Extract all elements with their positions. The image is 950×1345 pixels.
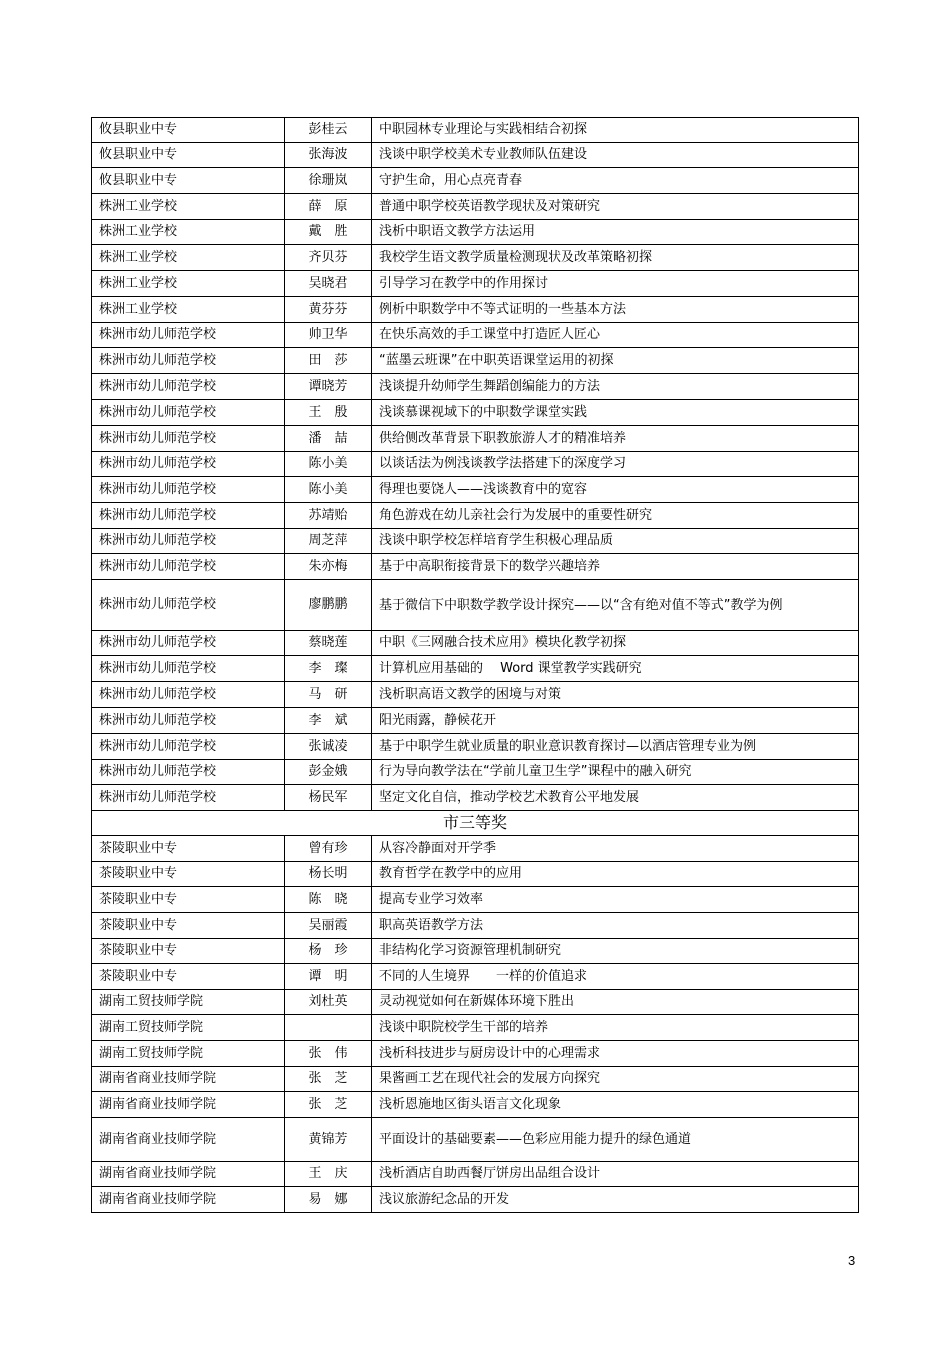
school-cell: 株洲市幼儿师范学校 <box>92 503 285 529</box>
school-cell: 湖南省商业技师学院 <box>92 1067 285 1092</box>
table-row <box>92 220 859 245</box>
school-cell: 株洲市幼儿师范学校 <box>92 682 285 708</box>
author-cell: 陈小美 <box>285 477 372 503</box>
paper-title-cell: 得理也要饶人——浅谈教育中的宽容 <box>372 477 859 503</box>
paper-title-cell: “蓝墨云班课”在中职英语课堂运用的初探 <box>372 348 859 374</box>
table-row <box>92 836 859 862</box>
section-heading: 市三等奖 <box>92 811 859 836</box>
table-row <box>92 529 859 554</box>
school-cell: 株洲市幼儿师范学校 <box>92 323 285 348</box>
table-body <box>92 118 859 1213</box>
paper-title-cell: 坚定文化自信，推动学校艺术教育公平地发展 <box>372 785 859 811</box>
table-row <box>92 887 859 913</box>
paper-title-cell: 例析中职数学中不等式证明的一些基本方法 <box>372 297 859 323</box>
author-cell: 周芝萍 <box>285 529 372 554</box>
school-cell: 株洲市幼儿师范学校 <box>92 785 285 811</box>
table-row <box>92 1118 859 1162</box>
school-cell: 茶陵职业中专 <box>92 913 285 939</box>
paper-title-cell: 提高专业学习效率 <box>372 887 859 913</box>
paper-title-cell: 灵动视觉如何在新媒体环境下胜出 <box>372 990 859 1015</box>
school-cell: 株洲市幼儿师范学校 <box>92 400 285 426</box>
table-row <box>92 656 859 682</box>
author-cell: 吴丽霞 <box>285 913 372 939</box>
paper-title-cell: 不同的人生境界 一样的价值追求 <box>372 964 859 990</box>
author-cell: 张 芝 <box>285 1092 372 1118</box>
paper-title-cell: 守护生命，用心点亮青春 <box>372 168 859 194</box>
paper-title-cell: 浅析酒店自助西餐厅饼房出品组合设计 <box>372 1162 859 1187</box>
paper-title-cell: 浅析职高语文教学的困境与对策 <box>372 682 859 708</box>
paper-title-cell: 基于微信下中职数学教学设计探究——以“含有绝对值不等式”教学为例 <box>372 580 859 631</box>
table-row <box>92 913 859 939</box>
author-cell: 张 伟 <box>285 1041 372 1067</box>
paper-title-cell: 普通中职学校英语教学现状及对策研究 <box>372 194 859 220</box>
author-cell: 杨 珍 <box>285 939 372 964</box>
author-cell: 陈 晓 <box>285 887 372 913</box>
author-cell: 戴 胜 <box>285 220 372 245</box>
author-cell: 朱亦梅 <box>285 554 372 580</box>
table-row <box>92 194 859 220</box>
school-cell: 茶陵职业中专 <box>92 836 285 862</box>
table-row <box>92 374 859 400</box>
table-row <box>92 503 859 529</box>
table-row <box>92 118 859 143</box>
author-cell: 黄锦芳 <box>285 1118 372 1162</box>
school-cell: 湖南省商业技师学院 <box>92 1092 285 1118</box>
author-cell: 齐贝芬 <box>285 245 372 271</box>
school-cell: 株洲市幼儿师范学校 <box>92 656 285 682</box>
paper-title-cell: 非结构化学习资源管理机制研究 <box>372 939 859 964</box>
paper-title-cell: 中职《三网融合技术应用》模块化教学初探 <box>372 631 859 656</box>
paper-title-cell: 从容冷静面对开学季 <box>372 836 859 862</box>
author-cell: 田 莎 <box>285 348 372 374</box>
author-cell: 苏靖贻 <box>285 503 372 529</box>
author-cell: 黄芬芬 <box>285 297 372 323</box>
school-cell: 湖南省商业技师学院 <box>92 1187 285 1213</box>
table-row <box>92 245 859 271</box>
table-row <box>92 1067 859 1092</box>
table-row <box>92 143 859 168</box>
paper-title-cell: 以谈话法为例浅谈教学法搭建下的深度学习 <box>372 452 859 477</box>
school-cell: 株洲工业学校 <box>92 271 285 297</box>
paper-title-cell: 果酱画工艺在现代社会的发展方向探究 <box>372 1067 859 1092</box>
table-row <box>92 477 859 503</box>
table-row <box>92 271 859 297</box>
table-row <box>92 631 859 656</box>
paper-title-cell: 浅析恩施地区街头语言文化现象 <box>372 1092 859 1118</box>
paper-title-cell: 浅谈中职院校学生干部的培养 <box>372 1015 859 1041</box>
school-cell: 株洲工业学校 <box>92 297 285 323</box>
table-row <box>92 580 859 631</box>
author-cell: 马 研 <box>285 682 372 708</box>
author-cell: 廖鹏鹏 <box>285 580 372 631</box>
page-number: 3 <box>848 1253 856 1268</box>
paper-title-cell: 中职园林专业理论与实践相结合初探 <box>372 118 859 143</box>
table-row <box>92 400 859 426</box>
school-cell: 株洲市幼儿师范学校 <box>92 529 285 554</box>
table-row <box>92 323 859 348</box>
school-cell: 株洲市幼儿师范学校 <box>92 708 285 734</box>
author-cell: 谭晓芳 <box>285 374 372 400</box>
author-cell: 彭桂云 <box>285 118 372 143</box>
table-row <box>92 452 859 477</box>
paper-title-cell: 浅析科技进步与厨房设计中的心理需求 <box>372 1041 859 1067</box>
table-row <box>92 990 859 1015</box>
award-table <box>91 117 859 1213</box>
table-row <box>92 1092 859 1118</box>
school-cell: 攸县职业中专 <box>92 168 285 194</box>
paper-title-cell: 阳光雨露，静候花开 <box>372 708 859 734</box>
school-cell: 株洲市幼儿师范学校 <box>92 554 285 580</box>
author-cell: 张 芝 <box>285 1067 372 1092</box>
school-cell: 株洲市幼儿师范学校 <box>92 580 285 631</box>
school-cell: 湖南省商业技师学院 <box>92 1162 285 1187</box>
school-cell: 株洲市幼儿师范学校 <box>92 734 285 760</box>
author-cell: 王 殷 <box>285 400 372 426</box>
author-cell: 杨民军 <box>285 785 372 811</box>
school-cell: 茶陵职业中专 <box>92 964 285 990</box>
paper-title-cell: 浅析中职语文教学方法运用 <box>372 220 859 245</box>
table-row <box>92 939 859 964</box>
table-row <box>92 682 859 708</box>
author-cell: 徐珊岚 <box>285 168 372 194</box>
table-row <box>92 1015 859 1041</box>
paper-title-cell: 基于中高职衔接背景下的数学兴趣培养 <box>372 554 859 580</box>
table-row <box>92 708 859 734</box>
author-cell: 薛 原 <box>285 194 372 220</box>
author-cell: 刘杜英 <box>285 990 372 1015</box>
table-row <box>92 964 859 990</box>
school-cell: 株洲工业学校 <box>92 245 285 271</box>
author-cell: 潘 喆 <box>285 426 372 452</box>
author-cell: 谭 明 <box>285 964 372 990</box>
school-cell: 株洲市幼儿师范学校 <box>92 477 285 503</box>
school-cell: 株洲市幼儿师范学校 <box>92 760 285 785</box>
school-cell: 株洲工业学校 <box>92 194 285 220</box>
table-row <box>92 554 859 580</box>
author-cell: 王 庆 <box>285 1162 372 1187</box>
author-cell: 易 娜 <box>285 1187 372 1213</box>
table-row <box>92 1162 859 1187</box>
school-cell: 茶陵职业中专 <box>92 939 285 964</box>
paper-title-cell: 平面设计的基础要素——色彩应用能力提升的绿色通道 <box>372 1118 859 1162</box>
paper-title-cell: 浅谈中职学校美术专业教师队伍建设 <box>372 143 859 168</box>
school-cell: 攸县职业中专 <box>92 143 285 168</box>
paper-title-cell: 行为导向教学法在“学前儿童卫生学”课程中的融入研究 <box>372 760 859 785</box>
school-cell: 湖南工贸技师学院 <box>92 1015 285 1041</box>
table-row <box>92 1041 859 1067</box>
school-cell: 株洲市幼儿师范学校 <box>92 374 285 400</box>
school-cell: 湖南工贸技师学院 <box>92 1041 285 1067</box>
section-heading-row <box>92 811 859 836</box>
school-cell: 茶陵职业中专 <box>92 887 285 913</box>
author-cell: 李 斌 <box>285 708 372 734</box>
author-cell: 蔡晓莲 <box>285 631 372 656</box>
table-row <box>92 734 859 760</box>
author-cell: 吴晓君 <box>285 271 372 297</box>
paper-title-cell: 浅谈提升幼师学生舞蹈创编能力的方法 <box>372 374 859 400</box>
school-cell: 湖南省商业技师学院 <box>92 1118 285 1162</box>
table-row <box>92 1187 859 1213</box>
table-row <box>92 760 859 785</box>
paper-title-cell: 计算机应用基础的 Word 课堂教学实践研究 <box>372 656 859 682</box>
paper-title-cell: 职高英语教学方法 <box>372 913 859 939</box>
paper-title-cell: 基于中职学生就业质量的职业意识教育探讨—以酒店管理专业为例 <box>372 734 859 760</box>
author-cell: 张诚凌 <box>285 734 372 760</box>
table-row <box>92 785 859 811</box>
table-row <box>92 348 859 374</box>
author-cell: 陈小美 <box>285 452 372 477</box>
school-cell: 攸县职业中专 <box>92 118 285 143</box>
author-cell <box>285 1015 372 1041</box>
author-cell: 帅卫华 <box>285 323 372 348</box>
school-cell: 株洲市幼儿师范学校 <box>92 348 285 374</box>
paper-title-cell: 教育哲学在教学中的应用 <box>372 862 859 887</box>
paper-title-cell: 浅议旅游纪念品的开发 <box>372 1187 859 1213</box>
table-row <box>92 862 859 887</box>
paper-title-cell: 浅谈慕课视域下的中职数学课堂实践 <box>372 400 859 426</box>
school-cell: 株洲市幼儿师范学校 <box>92 631 285 656</box>
paper-title-cell: 角色游戏在幼儿亲社会行为发展中的重要性研究 <box>372 503 859 529</box>
school-cell: 株洲市幼儿师范学校 <box>92 426 285 452</box>
school-cell: 湖南工贸技师学院 <box>92 990 285 1015</box>
paper-title-cell: 我校学生语文教学质量检测现状及改革策略初探 <box>372 245 859 271</box>
table-row <box>92 168 859 194</box>
school-cell: 株洲市幼儿师范学校 <box>92 452 285 477</box>
author-cell: 张海波 <box>285 143 372 168</box>
author-cell: 彭金娥 <box>285 760 372 785</box>
school-cell: 株洲工业学校 <box>92 220 285 245</box>
author-cell: 杨长明 <box>285 862 372 887</box>
paper-title-cell: 浅谈中职学校怎样培育学生积极心理品质 <box>372 529 859 554</box>
table-row <box>92 426 859 452</box>
author-cell: 李 璨 <box>285 656 372 682</box>
paper-title-cell: 供给侧改革背景下职教旅游人才的精准培养 <box>372 426 859 452</box>
paper-title-cell: 引导学习在教学中的作用探讨 <box>372 271 859 297</box>
author-cell: 曾有珍 <box>285 836 372 862</box>
school-cell: 茶陵职业中专 <box>92 862 285 887</box>
table-row <box>92 297 859 323</box>
paper-title-cell: 在快乐高效的手工课堂中打造匠人匠心 <box>372 323 859 348</box>
